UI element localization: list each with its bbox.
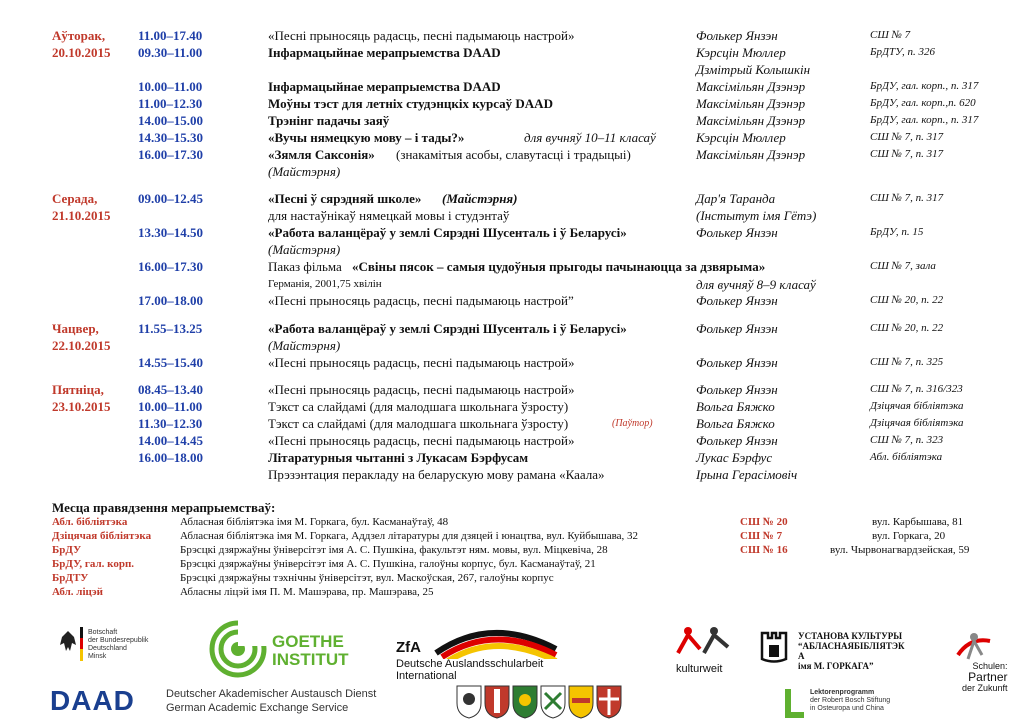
- coats-of-arms: [456, 683, 646, 723]
- coat-of-arms-5-icon: [568, 685, 594, 719]
- schedule-row: [0, 61, 1024, 78]
- time-range: 13.30–14.50: [138, 225, 203, 240]
- venue-abbr: БрДТУ: [52, 572, 89, 584]
- schedule-row: [0, 320, 1024, 337]
- embassy-line-3: Minsk: [88, 653, 107, 660]
- event-note: (Паўтор): [612, 418, 653, 429]
- venues-title: Месца правядзення мерапрыемстваў:: [52, 500, 276, 515]
- venue-label: СШ № 7, п. 317: [870, 192, 944, 204]
- bosch-line-3: in Osteuropa und China: [810, 705, 884, 712]
- event-title: «Песні прыносяць радасць, песні падымаюць настрой»: [268, 433, 575, 448]
- venue-label: СШ № 20, п. 22: [870, 294, 944, 306]
- schedule-row: [0, 381, 1024, 398]
- daad-logo: [50, 683, 160, 719]
- schedule-row: [0, 276, 1024, 293]
- time-range: 09.30–11.00: [138, 45, 203, 60]
- embassy-logo: [58, 625, 168, 667]
- speaker-name: Фолькер Янзэн: [696, 433, 778, 448]
- kulturweit-figures-icon: [668, 623, 740, 661]
- schedule-row: [0, 44, 1024, 61]
- speaker-name: для вучняў 8–9 класаў: [696, 277, 816, 292]
- time-range: 10.00–11.00: [138, 399, 203, 414]
- schedule-row: [0, 129, 1024, 146]
- schedule-row: [0, 207, 1024, 224]
- school-address: вул. Горкага, 20: [872, 530, 946, 542]
- daad-text: [166, 687, 376, 715]
- event-title: «Работа валанцёраў у землі Сярэдні Шусенталь і ў Беларусі»: [268, 225, 627, 240]
- speaker-name: Фолькер Янзэн: [696, 225, 778, 240]
- school-address: вул. Чырвонагвардзейская, 59: [830, 544, 970, 556]
- venue-address: Абласны ліцэй імя П. М. Машэрава, пр. Машэрава, 25: [180, 586, 434, 598]
- time-range: 09.00–12.45: [138, 191, 203, 206]
- kulturweit-wordmark: kulturweit: [676, 663, 723, 675]
- school-address: вул. Карбышава, 81: [872, 516, 964, 528]
- school-abbr: СШ № 16: [740, 544, 788, 556]
- event-title: «Работа валанцёраў у землі Сярэдні Шусенталь і ў Беларусі»: [268, 321, 627, 336]
- day-label: 23.10.2015: [52, 399, 111, 414]
- coat-of-arms-2-icon: [484, 685, 510, 719]
- time-range: 08.45–13.40: [138, 382, 203, 397]
- speaker-name: Дар'я Таранда: [696, 191, 776, 206]
- bosch-logo: [784, 685, 924, 721]
- time-range: 14.00–15.00: [138, 113, 203, 128]
- time-range: 10.00–11.00: [138, 79, 203, 94]
- school-row: [740, 529, 1010, 543]
- schedule-row: [0, 190, 1024, 207]
- schedule-row: [0, 292, 1024, 309]
- daad-wordmark: DAAD: [50, 685, 135, 716]
- zfa-abbr: ZfA: [396, 639, 421, 656]
- school-row: [740, 515, 1010, 529]
- library-line-1: УСТАНОВА КУЛЬТУРЫ: [798, 631, 903, 641]
- speaker-name: Максімільян Дзэнэр: [696, 79, 806, 94]
- goethe-swirl-icon: [208, 619, 268, 679]
- schedule-row: [0, 163, 1024, 180]
- event-title: «Песні прыносяць радасць, песні падымаюць настрой”: [268, 293, 574, 308]
- embassy-line-1: Botschaft: [88, 629, 118, 636]
- venue-label: СШ № 7, п. 317: [870, 148, 944, 160]
- schedule-row: [0, 78, 1024, 95]
- event-title: «Вучы нямецкую мову – і тады?»: [268, 130, 465, 145]
- time-range: 11.00–12.30: [138, 96, 203, 111]
- speaker-name: Максімільян Дзэнэр: [696, 113, 806, 128]
- venue-abbr: БрДУ, гал. корп.: [52, 558, 135, 570]
- day-label: Аўторак,: [52, 28, 106, 43]
- venue-label: БрДУ, п. 15: [870, 226, 924, 238]
- event-title: «Зямля Саксонія»: [268, 147, 375, 162]
- venue-label: СШ № 7, зала: [870, 260, 936, 272]
- event-title: (Майстэрня): [268, 338, 341, 353]
- schedule-row: [0, 432, 1024, 449]
- day-label: 20.10.2015: [52, 45, 111, 60]
- speaker-name: Лукас Бэрфус: [696, 450, 773, 465]
- coat-of-arms-4-icon: [540, 685, 566, 719]
- time-range: 17.00–18.00: [138, 293, 203, 308]
- venue-address: Абласная бібліятэка імя М. Горкага, Аддзел літаратуры для дзяцей і юнацтва, вул. Куйбышава, 32: [180, 530, 639, 542]
- venue-label: СШ № 20, п. 22: [870, 322, 944, 334]
- speaker-name: Вольга Бяжко: [696, 399, 775, 414]
- speaker-name: Дзмітрый Колышкін: [696, 62, 811, 77]
- day-label: Пятніца,: [52, 382, 104, 397]
- venue-row: [52, 515, 732, 529]
- event-title: Інфармацыйнае мерапрыемства DAAD: [268, 45, 501, 60]
- schulen-line-1: Schulen:: [972, 661, 1008, 671]
- schedule-row: [0, 146, 1024, 163]
- schedule-row: [0, 27, 1024, 44]
- bosch-l-icon: [784, 687, 806, 719]
- venue-abbr: БрДУ: [52, 544, 82, 556]
- venue-label: СШ № 7, п. 325: [870, 356, 944, 368]
- goethe-line-2: INSTITUT: [272, 650, 349, 669]
- event-title: Трэнінг падачы заяў: [268, 113, 390, 128]
- venue-label: Дзіцячая бібліятэка: [870, 400, 964, 412]
- schedule-row: [0, 95, 1024, 112]
- schedule-row: [0, 466, 1024, 483]
- venue-label: Абл. бібліятэка: [870, 451, 943, 463]
- schedule-row: [0, 354, 1024, 371]
- time-range: 14.30–15.30: [138, 130, 203, 145]
- schedule-row: [0, 337, 1024, 354]
- time-range: 14.55–15.40: [138, 355, 203, 370]
- day-label: Серада,: [52, 191, 98, 206]
- library-line-4: імя М. ГОРКАГА”: [798, 661, 874, 671]
- venue-address: Брэсцкі дзяржаўны ўніверсітэт імя А. С. Пушкіна, галоўны корпус, бул. Касманаўтаў, 21: [180, 558, 596, 570]
- event-title: «Песні прыносяць радасць, песні падымаюць настрой»: [268, 355, 575, 370]
- venue-label: СШ № 7: [870, 29, 911, 41]
- embassy-line-2: der Bundesrepublik Deutschland: [88, 637, 149, 652]
- schulen-line-2: Partner: [968, 670, 1008, 684]
- event-title: «Песні прыносяць радасць, песні падымаюць настрой»: [268, 28, 575, 43]
- speaker-name: Максімільян Дзэнэр: [696, 96, 806, 111]
- event-note: (знакамітыя асобы, славутасці і традыцыі): [396, 147, 631, 162]
- time-range: 11.30–12.30: [138, 416, 203, 431]
- time-range: 16.00–17.30: [138, 147, 203, 162]
- venue-label: БрДУ, гал. корп., п. 317: [870, 80, 979, 92]
- event-note: (Майстэрня): [442, 191, 518, 206]
- zfa-name: Deutsche Auslandsschularbeit: [396, 658, 544, 670]
- time-range: 14.00–14.45: [138, 433, 203, 448]
- venue-abbr: Абл. бібліятэка: [52, 516, 128, 528]
- library-logo: [760, 629, 930, 677]
- venue-label: СШ № 7, п. 323: [870, 434, 944, 446]
- coat-of-arms-3-icon: [512, 685, 538, 719]
- speaker-name: (Інстытут імя Гётэ): [696, 208, 817, 223]
- daad-text-line-1: Deutscher Akademischer Austausch Dienst: [166, 688, 377, 700]
- venue-row: [52, 557, 732, 571]
- library-line-3: А: [798, 651, 805, 661]
- event-prefix: Паказ фільма: [268, 259, 342, 274]
- venue-label: БрДУ, гал. корп., п. 317: [870, 114, 979, 126]
- event-title: «Песні ў сярэдняй школе»: [268, 191, 422, 206]
- event-title: для настаўнікаў нямецкай мовы і студэнтаў: [268, 208, 510, 223]
- venue-row: [52, 571, 732, 585]
- speaker-name: Вольга Бяжко: [696, 416, 775, 431]
- school-abbr: СШ № 7: [740, 530, 783, 542]
- zfa-sub: International: [396, 670, 457, 682]
- zfa-logo: [396, 619, 566, 683]
- coat-of-arms-1-icon: [456, 685, 482, 719]
- time-range: 11.00–17.40: [138, 28, 203, 43]
- goethe-line-1: GOETHE: [272, 632, 344, 651]
- day-label: 22.10.2015: [52, 338, 111, 353]
- schedule-row: [0, 241, 1024, 258]
- time-range: 16.00–18.00: [138, 450, 203, 465]
- venue-address: Брэсцкі дзяржаўны ўніверсітэт імя А. С. Пушкіна, факультэт ням. мовы, вул. Міцкевіча, 28: [180, 544, 608, 556]
- event-title: Тэкст са слайдамі (для малодшага школьнага ўзросту): [268, 416, 569, 431]
- venue-abbr: Дзіцячая бібліятэка: [52, 530, 152, 542]
- coat-of-arms-6-icon: [596, 685, 622, 719]
- daad-text-line-2: German Academic Exchange Service: [166, 702, 349, 714]
- library-castle-icon: [760, 631, 788, 663]
- event-note: для вучняў 10–11 класаў: [524, 130, 656, 145]
- event-title: (Майстэрня): [268, 164, 341, 179]
- school-row: [740, 543, 1010, 557]
- venue-label: СШ № 7, п. 316/323: [870, 383, 963, 395]
- venue-label: БрДТУ, п. 326: [870, 46, 935, 58]
- venue-address: Брэсцкі дзяржаўны тэхнічны ўніверсітэт, вул. Маскоўская, 267, галоўны корпус: [180, 572, 554, 584]
- speaker-name: Фолькер Янзэн: [696, 293, 778, 308]
- schedule-row: [0, 449, 1024, 466]
- speaker-name: Фолькер Янзэн: [696, 382, 778, 397]
- venue-label: БрДУ, гал. корп.,п. 620: [870, 97, 976, 109]
- venue-label: СШ № 7, п. 317: [870, 131, 944, 143]
- schulen-logo: [944, 631, 1014, 691]
- schulen-figure-icon: [954, 631, 994, 661]
- speaker-name: Фолькер Янзэн: [696, 355, 778, 370]
- event-title: Літаратурныя чытанні з Лукасам Бэрфусам: [268, 450, 529, 465]
- speaker-name: Максімільян Дзэнэр: [696, 147, 806, 162]
- zfa-arc-icon: [396, 619, 566, 659]
- schulen-line-3: der Zukunft: [962, 683, 1008, 693]
- event-title: Прэзэнтация перакладу на беларускую мову рамана «Каала»: [268, 467, 605, 482]
- kulturweit-logo: [668, 623, 748, 683]
- event-title: «Свіны пясок – самыя цудоўныя прыгоды пачынаюцца за дзвярыма»: [352, 259, 766, 274]
- speaker-name: Кэрсцін Мюллер: [696, 130, 786, 145]
- schedule-row: [0, 398, 1024, 415]
- event-title: Моўны тэст для летніх студэнцкіх курсаў DAAD: [268, 96, 553, 111]
- bosch-line-1: Lektorenprogramm: [810, 689, 875, 696]
- schedule-row: [0, 258, 1024, 275]
- venue-row: [52, 529, 732, 543]
- school-abbr: СШ № 20: [740, 516, 788, 528]
- schedule-row: [0, 112, 1024, 129]
- speaker-name: Кэрсцін Мюллер: [696, 45, 786, 60]
- venue-abbr: Абл. ліцэй: [52, 586, 103, 598]
- schedule-row: [0, 415, 1024, 432]
- venue-row: [52, 585, 732, 599]
- goethe-logo: [208, 619, 358, 679]
- partner-logos: [0, 615, 1024, 724]
- speaker-name: Фолькер Янзэн: [696, 28, 778, 43]
- speaker-name: Ірына Герасімовіч: [696, 467, 798, 482]
- event-title: Тэкст са слайдамі (для малодшага школьнага ўзросту): [268, 399, 569, 414]
- day-label: 21.10.2015: [52, 208, 111, 223]
- event-title: Германія, 2001,75 хвілін: [268, 278, 382, 290]
- venue-row: [52, 543, 732, 557]
- event-title: (Майстэрня): [268, 242, 341, 257]
- venue-label: Дзіцячая бібліятэка: [870, 417, 964, 429]
- time-range: 11.55–13.25: [138, 321, 203, 336]
- speaker-name: Фолькер Янзэн: [696, 321, 778, 336]
- day-label: Чацвер,: [52, 321, 99, 336]
- bosch-line-2: der Robert Bosch Stiftung: [810, 697, 891, 704]
- eagle-icon: [58, 629, 78, 657]
- time-range: 16.00–17.30: [138, 259, 203, 274]
- event-title: «Песні прыносяць радасць, песні падымаюць настрой»: [268, 382, 575, 397]
- event-title: Інфармацыйнае мерапрыемства DAAD: [268, 79, 501, 94]
- schedule-row: [0, 224, 1024, 241]
- venue-address: Абласная бібліятэка імя М. Горкага, бул. Касманаўтаў, 48: [180, 516, 449, 528]
- library-line-2: “АБЛАСНАЯБІБЛІЯТЭК: [798, 641, 905, 651]
